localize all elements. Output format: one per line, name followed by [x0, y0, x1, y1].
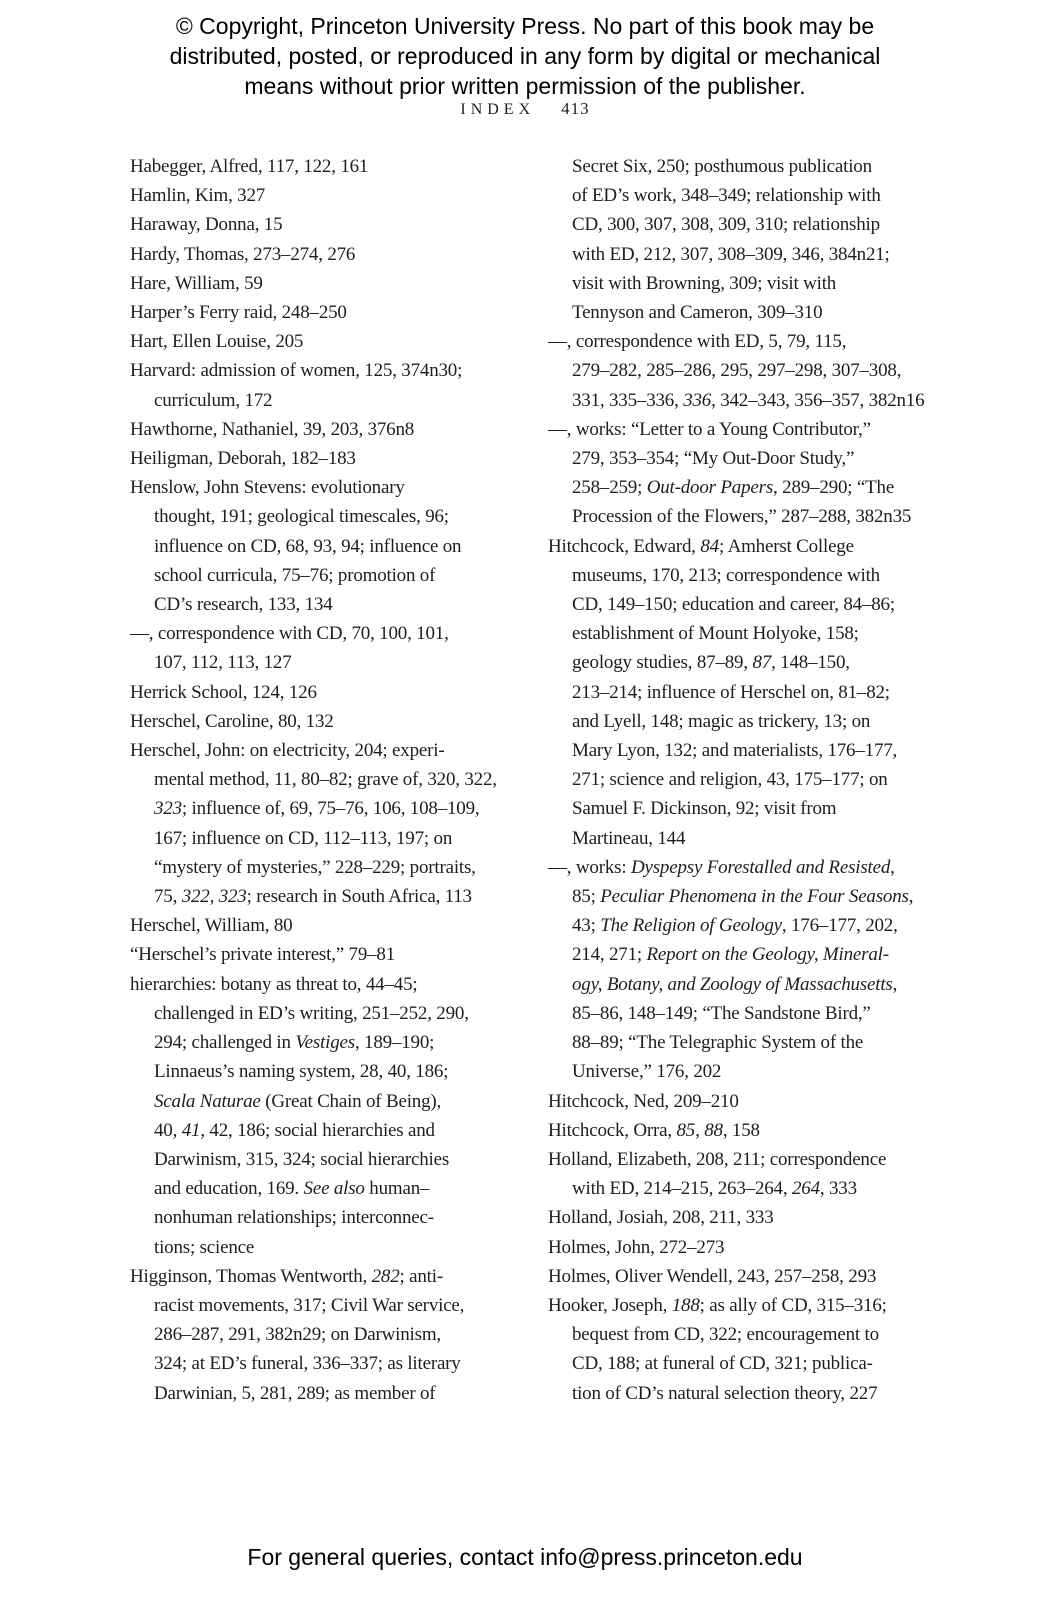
index-line-segment: Secret Six, 250; posthumous publication	[572, 156, 872, 177]
index-line-segment: ; as ally of CD, 315–316;	[699, 1294, 887, 1316]
index-line-segment: —, correspondence with ED, 5, 79, 115,	[548, 331, 847, 353]
index-line	[548, 882, 978, 911]
index-line-segment: 286–287, 291, 382n29; on Darwinism,	[154, 1324, 441, 1346]
index-line-segment: 322, 323	[181, 886, 247, 908]
index-line-segment: challenged in ED’s writing, 251–252, 290,	[154, 1002, 469, 1024]
page-header	[0, 99, 1050, 119]
index-line	[130, 1262, 522, 1291]
index-line-segment: nonhuman relationships; interconnec-	[154, 1207, 434, 1229]
index-line	[130, 882, 522, 911]
index-line-segment: Samuel F. Dickinson, 92; visit from	[572, 798, 837, 820]
index-line-segment: 43;	[572, 915, 601, 937]
index-line	[548, 1291, 978, 1320]
index-line-segment: Report on the Geology, Mineral-	[646, 944, 889, 966]
index-line-segment: Herschel, John: on electricity, 204; experi-	[130, 740, 445, 762]
index-line	[548, 970, 978, 999]
index-line-segment: CD, 149–150; education and career, 84–86;	[572, 594, 895, 616]
index-line-segment: Hart, Ellen Louise, 205	[130, 331, 304, 353]
index-line-segment: , 148–150,	[771, 652, 850, 674]
index-line-segment: Peculiar Phenomena in the Four Seasons	[600, 886, 909, 908]
index-line-segment: 336	[683, 389, 712, 411]
index-line-segment: curriculum, 172	[154, 389, 273, 411]
index-line	[130, 940, 522, 969]
index-line	[548, 386, 978, 415]
index-line-segment: Higginson, Thomas Wentworth,	[130, 1265, 372, 1287]
index-line-segment: ,	[908, 886, 914, 908]
index-line	[130, 970, 522, 999]
copyright-line: means without prior written permission of the publisher.	[244, 73, 806, 99]
index-line-segment: visit with Browning, 309; visit with	[572, 272, 837, 294]
index-line	[548, 1262, 978, 1291]
index-line	[548, 444, 978, 473]
index-line-segment: Linnaeus’s naming system, 28, 40, 186;	[154, 1061, 449, 1083]
index-line	[548, 181, 978, 210]
index-line-segment: 323	[154, 798, 182, 820]
index-line-segment: Universe,” 176, 202	[572, 1061, 722, 1083]
index-line	[130, 794, 522, 823]
index-line-segment: , 42, 186; social hierarchies and	[200, 1119, 435, 1141]
index-line-segment: See also	[303, 1178, 365, 1200]
index-line-segment: 88–89; “The Telegraphic System of the	[572, 1032, 864, 1054]
index-line-segment: Harvard: admission of women, 125, 374n30;	[130, 360, 463, 382]
index-line-segment: Hawthorne, Nathaniel, 39, 203, 376n8	[130, 418, 415, 440]
index-line	[548, 415, 978, 444]
index-line-segment: —, correspondence with CD, 70, 100, 101,	[130, 623, 449, 645]
index-line	[130, 619, 522, 648]
index-line	[130, 911, 522, 940]
index-line-segment: The Religion of Geology	[600, 915, 782, 937]
index-line	[548, 940, 978, 969]
index-line	[548, 619, 978, 648]
index-line-segment: mental method, 11, 80–82; grave of, 320, 322,	[154, 769, 497, 791]
index-line-segment: Holland, Elizabeth, 208, 211; correspondence	[548, 1148, 887, 1170]
index-line-segment: 213–214; influence of Herschel on, 81–82;	[572, 681, 890, 703]
index-line	[548, 736, 978, 765]
index-line	[548, 210, 978, 239]
index-line-segment: Holland, Josiah, 208, 211, 333	[548, 1207, 774, 1229]
index-column-right	[548, 152, 978, 1408]
index-line	[548, 1320, 978, 1349]
index-line-segment: ,	[890, 856, 895, 878]
index-line	[548, 561, 978, 590]
index-line-segment: Hardy, Thomas, 273–274, 276	[130, 243, 356, 265]
index-line	[548, 911, 978, 940]
index-line-segment: 75,	[154, 886, 182, 908]
index-line-segment: 85, 88	[676, 1119, 723, 1141]
index-line	[548, 824, 978, 853]
index-line	[130, 240, 522, 269]
index-line-segment: with ED, 214–215, 263–264,	[572, 1178, 792, 1200]
index-line	[548, 1233, 978, 1262]
index-line-segment: Martineau, 144	[572, 827, 686, 849]
index-line	[130, 1174, 522, 1203]
index-line	[130, 444, 522, 473]
index-line	[130, 1233, 522, 1262]
index-line	[130, 502, 522, 531]
index-line-segment: Habegger, Alfred, 117, 122, 161	[130, 156, 369, 177]
index-line-segment: bequest from CD, 322; encouragement to	[572, 1324, 879, 1346]
index-line-segment: and education, 169.	[154, 1178, 304, 1200]
index-line	[130, 152, 522, 181]
index-line	[548, 1203, 978, 1232]
index-line	[548, 853, 978, 882]
index-line	[130, 269, 522, 298]
index-line	[548, 152, 978, 181]
index-line	[548, 1028, 978, 1057]
index-line-segment: influence on CD, 68, 93, 94; influence on	[154, 535, 462, 557]
index-line	[548, 707, 978, 736]
index-line-segment: Scala Naturae	[154, 1090, 261, 1112]
index-line-segment: Holmes, John, 272–273	[548, 1236, 725, 1258]
index-line	[130, 707, 522, 736]
index-line-segment: museums, 170, 213; correspondence with	[572, 564, 880, 586]
index-line-segment: 258–259;	[572, 477, 647, 499]
index-line-segment: 167; influence on CD, 112–113, 197; on	[154, 827, 453, 849]
index-line-segment: Hare, William, 59	[130, 272, 263, 294]
index-line	[130, 356, 522, 385]
index-line	[548, 269, 978, 298]
index-line	[130, 853, 522, 882]
index-line-segment: “Herschel’s private interest,” 79–81	[130, 944, 396, 966]
index-line	[548, 240, 978, 269]
index-line-segment: Tennyson and Cameron, 309–310	[572, 302, 823, 324]
index-line-segment: (Great Chain of Being),	[260, 1090, 442, 1112]
index-line	[548, 1145, 978, 1174]
index-line-segment: , 342–343, 356–357, 382n16	[711, 389, 925, 411]
index-line-segment: Henslow, John Stevens: evolutionary	[130, 477, 405, 499]
index-line	[130, 648, 522, 677]
index-line	[130, 999, 522, 1028]
index-line-segment: tions; science	[154, 1236, 255, 1258]
index-line	[130, 1116, 522, 1145]
index-line-segment: 271; science and religion, 43, 175–177; on	[572, 769, 888, 791]
index-line-segment: Herrick School, 124, 126	[130, 681, 317, 703]
index-line-segment: Mary Lyon, 132; and materialists, 176–177,	[572, 740, 898, 762]
index-line-segment: 324; at ED’s funeral, 336–337; as literary	[154, 1353, 461, 1375]
index-line	[548, 532, 978, 561]
index-line-segment: 264	[791, 1178, 820, 1200]
index-line-segment: Herschel, Caroline, 80, 132	[130, 710, 334, 732]
index-line-segment: Holmes, Oliver Wendell, 243, 257–258, 293	[548, 1265, 877, 1287]
index-line-segment: of ED’s work, 348–349; relationship with	[572, 185, 881, 207]
index-line-segment: Hitchcock, Ned, 209–210	[548, 1090, 739, 1112]
index-line	[130, 1291, 522, 1320]
index-line-segment: 40,	[154, 1119, 182, 1141]
index-line	[130, 1379, 522, 1408]
index-line-segment: 41	[181, 1119, 201, 1141]
index-line-segment: 294; challenged in	[154, 1032, 296, 1054]
index-line	[548, 1057, 978, 1086]
index-line	[130, 532, 522, 561]
index-line	[130, 1320, 522, 1349]
index-line	[130, 1203, 522, 1232]
index-line	[130, 590, 522, 619]
index-line	[548, 298, 978, 327]
index-line-segment: Hitchcock, Orra,	[548, 1119, 677, 1141]
index-line-segment: Vestiges	[295, 1032, 355, 1054]
index-line-segment: Darwinian, 5, 281, 289; as member of	[154, 1382, 436, 1404]
index-line-segment: ; anti-	[399, 1265, 443, 1287]
index-line	[130, 298, 522, 327]
index-line	[130, 210, 522, 239]
index-line-segment: Harper’s Ferry raid, 248–250	[130, 302, 347, 324]
index-line	[548, 473, 978, 502]
index-line-segment: 331, 335–336,	[572, 389, 684, 411]
index-line-segment: racist movements, 317; Civil War service,	[154, 1294, 465, 1316]
index-line	[548, 648, 978, 677]
index-line-segment: Darwinism, 315, 324; social hierarchies	[154, 1148, 450, 1170]
index-title: INDEX	[460, 101, 536, 118]
index-line	[548, 1116, 978, 1145]
index-line-segment: 279–282, 285–286, 295, 297–298, 307–308,	[572, 360, 902, 382]
index-line	[548, 765, 978, 794]
index-line-segment: 214, 271;	[572, 944, 647, 966]
index-line-segment: geology studies, 87–89,	[572, 652, 753, 674]
index-line	[130, 1349, 522, 1378]
index-line-segment: , 158	[722, 1119, 760, 1141]
index-line-segment: CD’s research, 133, 134	[154, 594, 333, 616]
index-line-segment: 84	[700, 535, 719, 557]
index-line-segment: ,	[892, 973, 898, 995]
index-line	[548, 794, 978, 823]
index-line-segment: Herschel, William, 80	[130, 915, 293, 937]
copyright-line: © Copyright, Princeton University Press. No part of this book may be	[175, 13, 875, 39]
index-line-segment: Haraway, Donna, 15	[130, 214, 283, 236]
index-line-segment: Out-door Papers	[646, 477, 774, 499]
index-line-segment: Heiligman, Deborah, 182–183	[130, 448, 356, 470]
index-line-segment: 279, 353–354; “My Out-Door Study,”	[572, 448, 855, 470]
index-columns	[130, 152, 978, 1408]
index-line-segment: Dyspepsy Forestalled and Resisted	[630, 856, 891, 878]
index-line	[548, 1174, 978, 1203]
index-line-segment: 188	[671, 1294, 700, 1316]
index-line	[130, 561, 522, 590]
index-line	[130, 1028, 522, 1057]
index-line	[130, 386, 522, 415]
index-line	[130, 473, 522, 502]
index-line	[548, 327, 978, 356]
index-line-segment: , 176–177, 202,	[781, 915, 898, 937]
index-line-segment: —, works: “Letter to a Young Contributor,”	[548, 418, 871, 440]
index-line	[548, 1349, 978, 1378]
index-line-segment: ogy, Botany, and Zoology of Massachusetts	[572, 973, 893, 995]
index-line-segment: with ED, 212, 307, 308–309, 346, 384n21;	[572, 243, 890, 265]
index-line	[548, 999, 978, 1028]
index-column-left	[130, 152, 522, 1408]
index-line-segment: CD, 300, 307, 308, 309, 310; relationship	[572, 214, 880, 236]
index-line-segment: 282	[371, 1265, 400, 1287]
index-line-segment: 87	[752, 652, 772, 674]
page-number: 413	[561, 99, 590, 118]
index-line-segment: human–	[364, 1178, 430, 1200]
index-line-segment: thought, 191; geological timescales, 96;	[154, 506, 449, 528]
index-line	[548, 590, 978, 619]
index-line-segment: school curricula, 75–76; promotion of	[154, 564, 436, 586]
index-line	[130, 181, 522, 210]
index-line-segment: —, works:	[548, 856, 631, 878]
index-line	[548, 356, 978, 385]
index-line-segment: , 189–190;	[354, 1032, 435, 1054]
index-line-segment: Hooker, Joseph,	[548, 1294, 672, 1316]
index-line	[130, 327, 522, 356]
index-line	[548, 1379, 978, 1408]
index-line	[548, 1087, 978, 1116]
index-line	[130, 824, 522, 853]
index-line-segment: hierarchies: botany as threat to, 44–45;	[130, 973, 418, 995]
index-line-segment: Hitchcock, Edward,	[548, 535, 701, 557]
footer-contact: For general queries, contact info@press.princeton.edu	[247, 1544, 803, 1570]
copyright-line: distributed, posted, or reproduced in any form by digital or mechanical	[169, 43, 881, 69]
index-line-segment: ; Amherst College	[718, 535, 854, 557]
index-line	[130, 765, 522, 794]
index-line	[130, 736, 522, 765]
index-line-segment: 85;	[572, 886, 601, 908]
index-line-segment: ; research in South Africa, 113	[246, 886, 472, 908]
index-line-segment: tion of CD’s natural selection theory, 227	[572, 1382, 878, 1404]
index-line-segment: , 289–290; “The	[773, 477, 895, 499]
index-line-segment: Hamlin, Kim, 327	[130, 185, 266, 207]
index-line-segment: 85–86, 148–149; “The Sandstone Bird,”	[572, 1002, 871, 1024]
index-line-segment: 107, 112, 113, 127	[154, 652, 292, 674]
copyright-notice	[0, 11, 1050, 101]
index-line	[130, 1145, 522, 1174]
index-line	[548, 502, 978, 531]
index-line-segment: , 333	[819, 1178, 857, 1200]
index-line-segment: Procession of the Flowers,” 287–288, 382n35	[572, 506, 912, 528]
index-line-segment: CD, 188; at funeral of CD, 321; publica-	[572, 1353, 873, 1375]
index-line	[130, 678, 522, 707]
index-line	[130, 1087, 522, 1116]
index-line	[130, 415, 522, 444]
index-line-segment: ; influence of, 69, 75–76, 106, 108–109,	[181, 798, 480, 820]
index-line	[130, 1057, 522, 1086]
index-line	[548, 678, 978, 707]
index-line-segment: establishment of Mount Holyoke, 158;	[572, 623, 859, 645]
index-line-segment: “mystery of mysteries,” 228–229; portraits,	[154, 856, 476, 878]
index-line-segment: and Lyell, 148; magic as trickery, 13; on	[572, 710, 871, 732]
